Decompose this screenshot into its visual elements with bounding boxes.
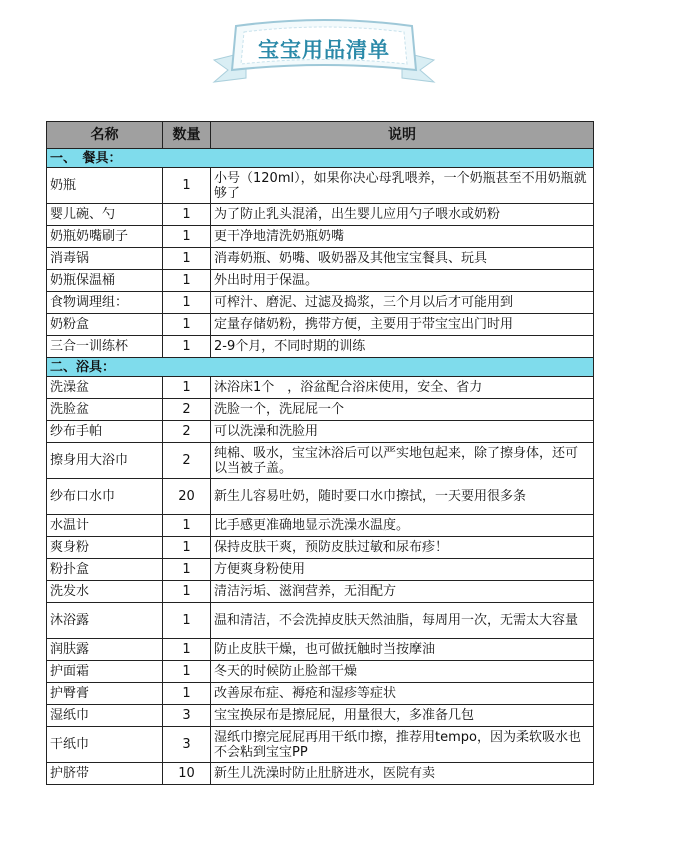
table-row	[47, 639, 594, 661]
table-row	[47, 314, 594, 336]
item-desc: 比手感更准确地显示洗澡水温度。	[211, 515, 594, 537]
item-desc: 更干净地清洗奶瓶奶嘴	[211, 226, 594, 248]
item-desc: 可以洗澡和洗脸用	[211, 421, 594, 443]
header-desc: 说明	[211, 122, 594, 149]
item-qty: 1	[163, 168, 211, 204]
item-name: 湿纸巾	[47, 705, 163, 727]
table-row	[47, 336, 594, 358]
item-name: 粉扑盒	[47, 559, 163, 581]
item-desc: 为了防止乳头混淆，出生婴儿应用勺子喂水或奶粉	[211, 204, 594, 226]
item-qty: 1	[163, 661, 211, 683]
item-name: 洗澡盆	[47, 377, 163, 399]
item-qty: 1	[163, 248, 211, 270]
header-qty: 数量	[163, 122, 211, 149]
item-name: 食物调理组：	[47, 292, 163, 314]
item-desc: 沐浴床1个 ，浴盆配合浴床使用，安全、省力	[211, 377, 594, 399]
table-row	[47, 226, 594, 248]
table-row	[47, 479, 594, 515]
item-desc: 洗脸一个，洗屁屁一个	[211, 399, 594, 421]
item-name: 爽身粉	[47, 537, 163, 559]
table-row	[47, 705, 594, 727]
item-name: 洗脸盆	[47, 399, 163, 421]
item-qty: 1	[163, 581, 211, 603]
item-name: 擦身用大浴巾	[47, 443, 163, 479]
header-name: 名称	[47, 122, 163, 149]
item-qty: 1	[163, 639, 211, 661]
item-desc: 改善尿布症、褥疮和湿疹等症状	[211, 683, 594, 705]
item-qty: 2	[163, 443, 211, 479]
table-row	[47, 443, 594, 479]
item-desc: 冬天的时候防止脸部干燥	[211, 661, 594, 683]
table-header-row	[47, 122, 594, 149]
table-row	[47, 603, 594, 639]
item-desc: 纯棉、吸水，宝宝沐浴后可以严实地包起来，除了擦身体，还可以当被子盖。	[211, 443, 594, 479]
item-qty: 1	[163, 537, 211, 559]
item-name: 护臀膏	[47, 683, 163, 705]
item-qty: 1	[163, 515, 211, 537]
item-desc: 宝宝换尿布是擦屁屁，用量很大，多准备几包	[211, 705, 594, 727]
item-qty: 1	[163, 226, 211, 248]
item-name: 奶粉盒	[47, 314, 163, 336]
item-qty: 1	[163, 559, 211, 581]
item-desc: 保持皮肤干爽，预防皮肤过敏和尿布疹！	[211, 537, 594, 559]
item-desc: 可榨汁、磨泥、过滤及捣浆，三个月以后才可能用到	[211, 292, 594, 314]
item-name: 三合一训练杯	[47, 336, 163, 358]
item-desc: 方便爽身粉使用	[211, 559, 594, 581]
item-desc: 消毒奶瓶、奶嘴、吸奶器及其他宝宝餐具、玩具	[211, 248, 594, 270]
item-name: 沐浴露	[47, 603, 163, 639]
item-name: 奶瓶奶嘴刷子	[47, 226, 163, 248]
table-row	[47, 399, 594, 421]
table-row	[47, 168, 594, 204]
item-qty: 2	[163, 421, 211, 443]
table-row	[47, 537, 594, 559]
item-desc: 定量存储奶粉，携带方便，主要用于带宝宝出门时用	[211, 314, 594, 336]
table-row	[47, 421, 594, 443]
item-desc: 清洁污垢、滋润营养，无泪配方	[211, 581, 594, 603]
item-desc: 湿纸巾擦完屁屁再用干纸巾擦，推荐用tempo，因为柔软吸水也不会粘到宝宝PP	[211, 727, 594, 763]
item-qty: 1	[163, 603, 211, 639]
item-desc: 2-9个月，不同时期的训练	[211, 336, 594, 358]
item-qty: 3	[163, 727, 211, 763]
item-qty: 3	[163, 705, 211, 727]
item-name: 纱布手帕	[47, 421, 163, 443]
item-name: 干纸巾	[47, 727, 163, 763]
item-qty: 1	[163, 314, 211, 336]
table-row	[47, 559, 594, 581]
item-qty: 10	[163, 763, 211, 785]
table-row	[47, 763, 594, 785]
item-qty: 1	[163, 292, 211, 314]
item-qty: 2	[163, 399, 211, 421]
table-row	[47, 204, 594, 226]
item-desc: 新生儿容易吐奶，随时要口水巾擦拭，一天要用很多条	[211, 479, 594, 515]
page-title: 宝宝用品清单	[258, 38, 390, 62]
item-qty: 1	[163, 377, 211, 399]
item-desc: 外出时用于保温。	[211, 270, 594, 292]
item-name: 润肤露	[47, 639, 163, 661]
section-row	[47, 149, 594, 168]
section-label: 一、 餐具：	[47, 149, 594, 168]
table-row	[47, 515, 594, 537]
item-name: 水温计	[47, 515, 163, 537]
item-desc: 新生儿洗澡时防止肚脐进水，医院有卖	[211, 763, 594, 785]
table-row	[47, 661, 594, 683]
item-list-table	[46, 121, 593, 785]
section-label: 二、浴具：	[47, 358, 594, 377]
item-qty: 1	[163, 683, 211, 705]
title-banner	[206, 12, 442, 90]
item-name: 消毒锅	[47, 248, 163, 270]
table-row	[47, 248, 594, 270]
item-desc: 小号（120ml），如果你决心母乳喂养，一个奶瓶甚至不用奶瓶就够了	[211, 168, 594, 204]
table-row	[47, 683, 594, 705]
item-desc: 温和清洁，不会洗掉皮肤天然油脂，每周用一次，无需太大容量	[211, 603, 594, 639]
table-row	[47, 292, 594, 314]
item-name: 婴儿碗、勺	[47, 204, 163, 226]
item-qty: 20	[163, 479, 211, 515]
section-row	[47, 358, 594, 377]
item-name: 纱布口水巾	[47, 479, 163, 515]
item-name: 洗发水	[47, 581, 163, 603]
table-row	[47, 581, 594, 603]
table-row	[47, 270, 594, 292]
item-qty: 1	[163, 336, 211, 358]
item-name: 护面霜	[47, 661, 163, 683]
item-name: 奶瓶	[47, 168, 163, 204]
table-row	[47, 727, 594, 763]
item-name: 护脐带	[47, 763, 163, 785]
item-desc: 防止皮肤干燥，也可做抚触时当按摩油	[211, 639, 594, 661]
item-name: 奶瓶保温桶	[47, 270, 163, 292]
item-qty: 1	[163, 270, 211, 292]
item-qty: 1	[163, 204, 211, 226]
table-row	[47, 377, 594, 399]
